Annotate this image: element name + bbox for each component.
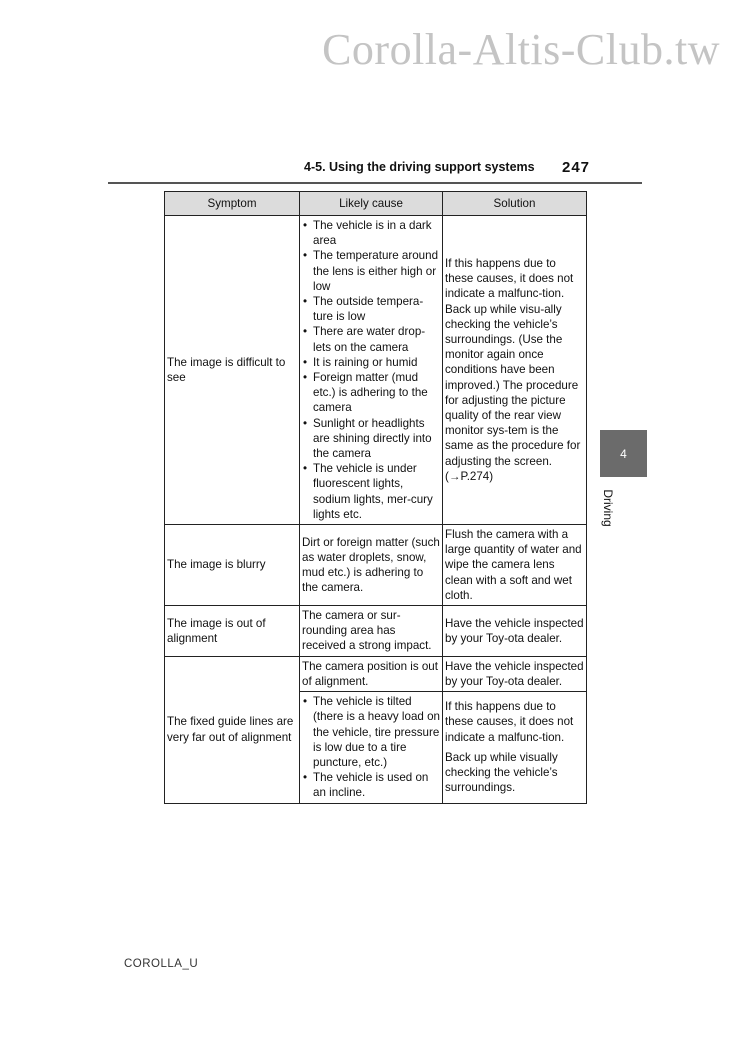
symptom-cell: The image is out of alignment — [165, 606, 300, 657]
table-row — [165, 216, 587, 525]
column-header-symptom: Symptom — [165, 192, 300, 216]
symptom-cell: The image is blurry — [165, 525, 300, 606]
table-row — [165, 656, 587, 691]
chapter-label: Driving — [601, 489, 615, 527]
cause-cell — [300, 692, 443, 803]
symptom-cell: The image is difficult to see — [165, 216, 300, 525]
cause-list-item: • There are water drop-lets on the camera — [302, 324, 440, 354]
cause-list-item: • The vehicle is tilted (there is a heavy load on the vehicle, tire pressure is low due to a tire puncture, etc.) — [302, 694, 440, 770]
symptom-cell: The fixed guide lines are very far out of alignment — [165, 656, 300, 803]
column-header-solution: Solution — [443, 192, 587, 216]
cause-cell: Dirt or foreign matter (such as water droplets, snow, mud etc.) is adhering to the camera. — [300, 525, 443, 606]
cause-list-item: • The vehicle is used on an incline. — [302, 770, 440, 800]
watermark-text: Corolla-Altis-Club.tw — [322, 25, 720, 74]
solution-text: Have the vehicle inspected by your Toy-ota dealer. — [445, 659, 584, 688]
solution-cell — [443, 656, 587, 691]
cause-list-item: • The outside tempera-ture is low — [302, 294, 440, 324]
cause-list-item: • Foreign matter (mud etc.) is adhering to the camera — [302, 370, 440, 416]
footer-model-code: COROLLA_U — [124, 958, 199, 970]
cause-list-item: • The vehicle is under fluorescent lights, sodium lights, mer-cury lights etc. — [302, 461, 440, 522]
cause-list-item: • The vehicle is in a dark area — [302, 218, 440, 248]
page-number: 247 — [562, 159, 591, 176]
table-row — [165, 525, 587, 606]
solution-cell — [443, 692, 587, 803]
cause-cell: The camera or sur-rounding area has received a strong impact. — [300, 606, 443, 657]
cause-list-item: • It is raining or humid — [302, 355, 440, 370]
solution-text: If this happens due to these causes, it does not indicate a malfunc-tion. — [445, 700, 574, 744]
solution-cell — [443, 606, 587, 657]
cause-list-item: • Sunlight or headlights are shining directly into the camera — [302, 416, 440, 462]
header-rule — [108, 182, 642, 184]
solution-text: Back up while visually checking the vehicle’s surroundings. — [445, 750, 558, 795]
column-header-likely-cause: Likely cause — [300, 192, 443, 216]
table-row — [165, 606, 587, 657]
cause-cell: The camera position is out of alignment. — [300, 656, 443, 691]
solution-text: Flush the camera with a large quantity of water and wipe the camera lens clean with a soft and wet cloth. — [445, 528, 582, 602]
troubleshooting-table — [164, 191, 587, 804]
chapter-number: 4 — [620, 446, 627, 461]
solution-text: If this happens due to these causes, it does not indicate a malfunc-tion. Back up while visu-ally checking the vehicle’s surroundings. (Use the monitor again once conditions have been improved.) The procedure for adjusting the picture quality of the rear view monitor sys-tem is the same as the procedure for adjusting the screen. (→P.274) — [445, 257, 581, 483]
section-header: 4-5. Using the driving support systems — [304, 160, 535, 174]
cause-list — [302, 218, 440, 522]
chapter-tab[interactable] — [600, 430, 647, 477]
cause-list — [302, 694, 440, 800]
solution-text: Have the vehicle inspected by your Toy-ota dealer. — [445, 616, 584, 645]
solution-cell — [443, 216, 587, 525]
table-header-row — [165, 192, 587, 216]
cause-cell — [300, 216, 443, 525]
solution-cell — [443, 525, 587, 606]
cause-list-item: • The temperature around the lens is either high or low — [302, 248, 440, 294]
